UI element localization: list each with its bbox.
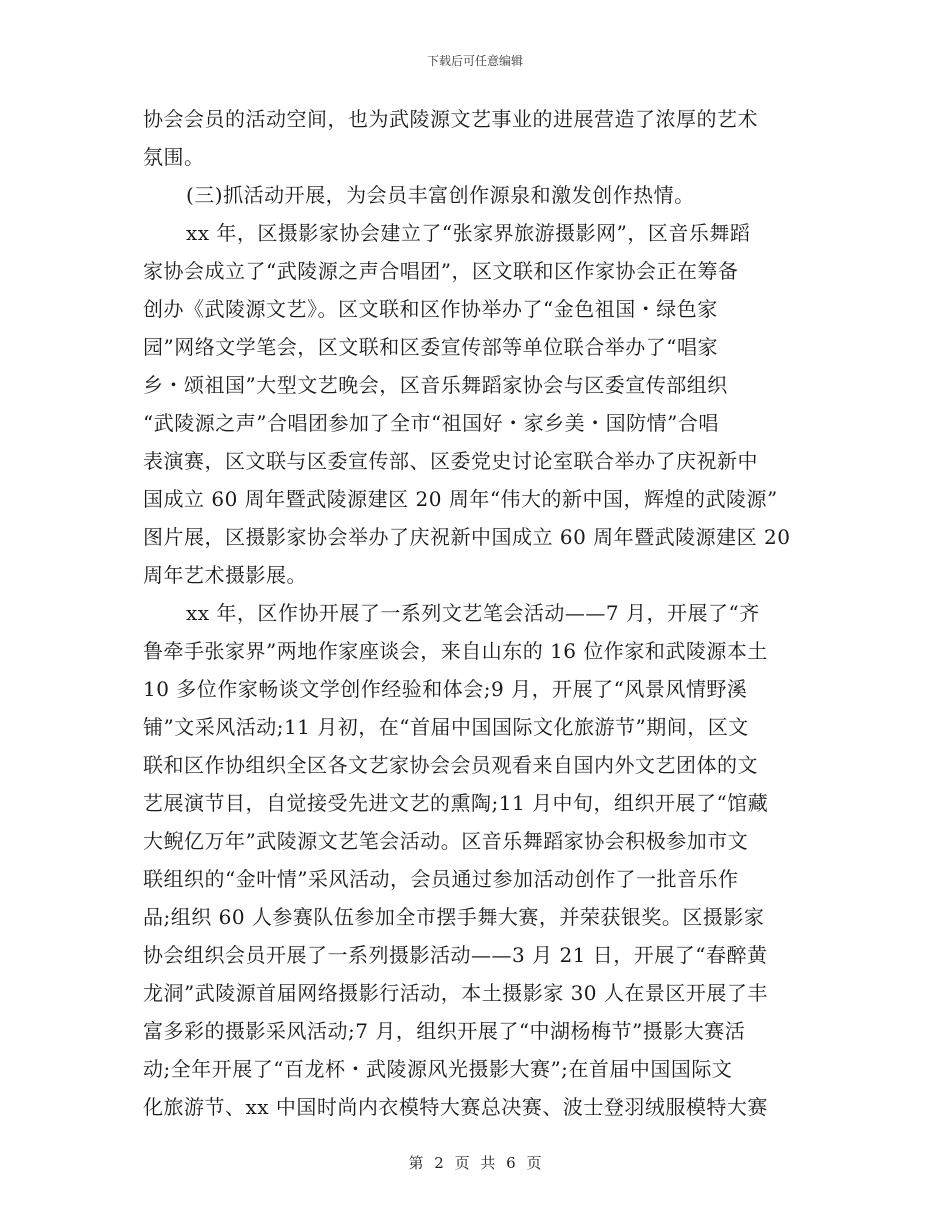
text-line: 艺展演节目，自觉接受先进文艺的熏陶;11 月中旬，组织开展了“馆藏 (143, 791, 769, 815)
text-line: 富多彩的摄影采风活动;7 月，组织开展了“中湖杨梅节”摄影大赛活 (143, 1019, 746, 1043)
text-line: 协会组织会员开展了一系列摄影活动——3 月 21 日，开展了“春醉黄 (143, 943, 768, 967)
text-line: 表演赛，区文联与区委宣传部、区委党史讨论室联合举办了庆祝新中 (143, 449, 758, 473)
document-body (143, 100, 808, 1126)
page-footer: 第 2 页 共 6 页 (408, 1154, 542, 1172)
text-line: 协会会员的活动空间，也为武陵源文艺事业的进展营造了浓厚的艺术 (143, 107, 758, 131)
text-line: 图片展，区摄影家协会举办了庆祝新中国成立 60 周年暨武陵源建区 20 (143, 525, 791, 549)
text-line: 氛围。 (143, 145, 205, 169)
text-line: 联组织的“金叶情”采风活动，会员通过参加活动创作了一批音乐作 (143, 867, 739, 891)
text-line: 品;组织 60 人参赛队伍参加全市摆手舞大赛，并荣获银奖。区摄影家 (143, 905, 765, 929)
text-line: 龙洞”武陵源首届网络摄影行活动，本土摄影家 30 人在景区开展了丰 (143, 981, 768, 1005)
text-line: 化旅游节、xx 中国时尚内衣模特大赛总决赛、波士登羽绒服模特大赛 (143, 1095, 768, 1119)
text-line: 10 多位作家畅谈文学创作经验和体会;9 月，开展了“风景风情野溪 (143, 677, 748, 701)
text-line: 国成立 60 周年暨武陵源建区 20 周年“伟大的新中国，辉煌的武陵源” (143, 487, 778, 511)
text-line: 周年艺术摄影展。 (143, 563, 307, 587)
text-line: 创办《武陵源文艺》。区文联和区作协举办了“金色祖国・绿色家 (143, 297, 718, 321)
text-line: 大鲵亿万年”武陵源文艺笔会活动。区音乐舞蹈家协会积极参加市文 (143, 829, 749, 853)
page-header: 下载后可任意编辑 (426, 54, 523, 68)
text-line: 联和区作协组织全区各文艺家协会会员观看来自国内外文艺团体的文 (143, 753, 758, 777)
text-line: “武陵源之声”合唱团参加了全市“祖国好・家乡美・国防情”合唱 (143, 411, 719, 435)
text-line: 动;全年开展了“百龙杯・武陵源风光摄影大赛”;在首届中国国际文 (143, 1057, 733, 1081)
section-heading: (三)抓活动开展，为会员丰富创作源泉和激发创作热情。 (186, 183, 695, 207)
text-line: 乡・颂祖国”大型文艺晚会，区音乐舞蹈家协会与区委宣传部组织 (143, 373, 728, 397)
text-line: xx 年，区作协开展了一系列文艺笔会活动——7 月，开展了“齐 (186, 601, 760, 625)
text-line: 鲁牵手张家界”两地作家座谈会，来自山东的 16 位作家和武陵源本土 (143, 639, 768, 663)
text-line: 家协会成立了“武陵源之声合唱团”，区文联和区作家协会正在筹备 (143, 259, 739, 283)
text-line: 园”网络文学笔会，区文联和区委宣传部等单位联合举办了“唱家 (143, 335, 718, 359)
text-line: 铺”文采风活动;11 月初，在“首届中国国际文化旅游节”期间，区文 (143, 715, 749, 739)
text-line: xx 年，区摄影家协会建立了“张家界旅游摄影网”，区音乐舞蹈 (186, 221, 751, 245)
